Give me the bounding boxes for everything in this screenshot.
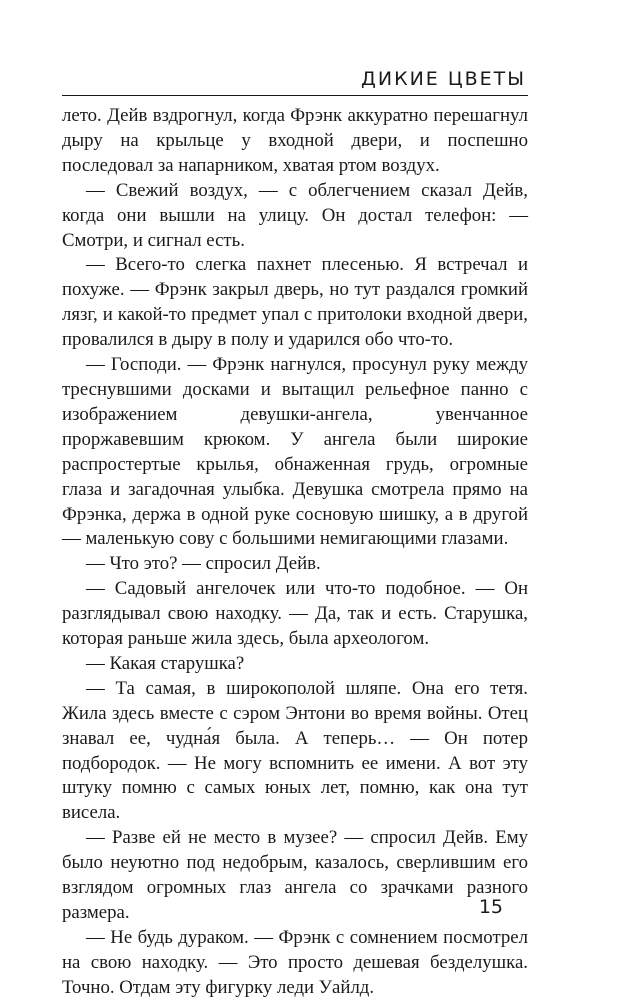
body-text	[62, 104, 528, 1001]
paragraph: — Та самая, в широкополой шляпе. Она его тетя. Жила здесь вместе с сэром Энтони во время войны. Отец знавал ее, чудна́я была. А теперь… — Он потер подбородок. — Не могу вспомнить ее имени. А вот эту штуку помню с самых юных лет, помню, как она тут висела.	[62, 677, 528, 824]
paragraph: — Господи. — Фрэнк нагнулся, просунул руку между треснувшими досками и вытащил рельефное панно с изображением девушки-ангела, увенчанное проржавевшим крюком. У ангела были широкие распростертые крылья, обнаженная грудь, огромные глаза и загадочная улыбка. Девушка смотрела прямо на Фрэнка, держа в одной руке сосновую шишку, а в другой — маленькую сову с большими немигающими глазами.	[62, 354, 528, 550]
paragraph: — Разве ей не место в музее? — спросил Дейв. Ему было неуютно под недобрым, казалось, сверлившим его взглядом огромных глаз ангела со зрачками разного размера.	[62, 827, 528, 923]
paragraph: — Какая старушка?	[86, 652, 245, 674]
running-header	[62, 64, 528, 96]
paragraph: — Что это? — спросил Дейв.	[86, 553, 321, 575]
header-rule	[62, 95, 528, 96]
paragraph: — Свежий воздух, — с облегчением сказал Дейв, когда они вышли на улицу. Он достал телефон: — Смотри, и сигнал есть.	[62, 179, 528, 251]
running-title: ДИКИЕ ЦВЕТЫ	[361, 68, 526, 90]
paragraph: — Не будь дураком. — Фрэнк с сомнением посмотрел на свою находку. — Это просто дешевая безделушка. Точно. Отдам эту фигурку леди Уайлд.	[62, 926, 528, 998]
page-number: 15	[478, 896, 503, 918]
paragraph: лето. Дейв вздрогнул, когда Фрэнк аккуратно перешагнул дыру на крыльце у входной двери, и поспешно последовал за напарником, хватая ртом воздух.	[62, 105, 528, 176]
paragraph: — Садовый ангелочек или что-то подобное. — Он разглядывал свою находку. — Да, так и есть. Старушка, которая раньше жила здесь, была археологом.	[62, 578, 528, 650]
paragraph: — Всего-то слегка пахнет плесенью. Я встречал и похуже. — Фрэнк закрыл дверь, но тут раздался громкий лязг, и какой-то предмет упал с притолоки входной двери, провалился в дыру в полу и ударился обо что-то.	[62, 254, 528, 351]
